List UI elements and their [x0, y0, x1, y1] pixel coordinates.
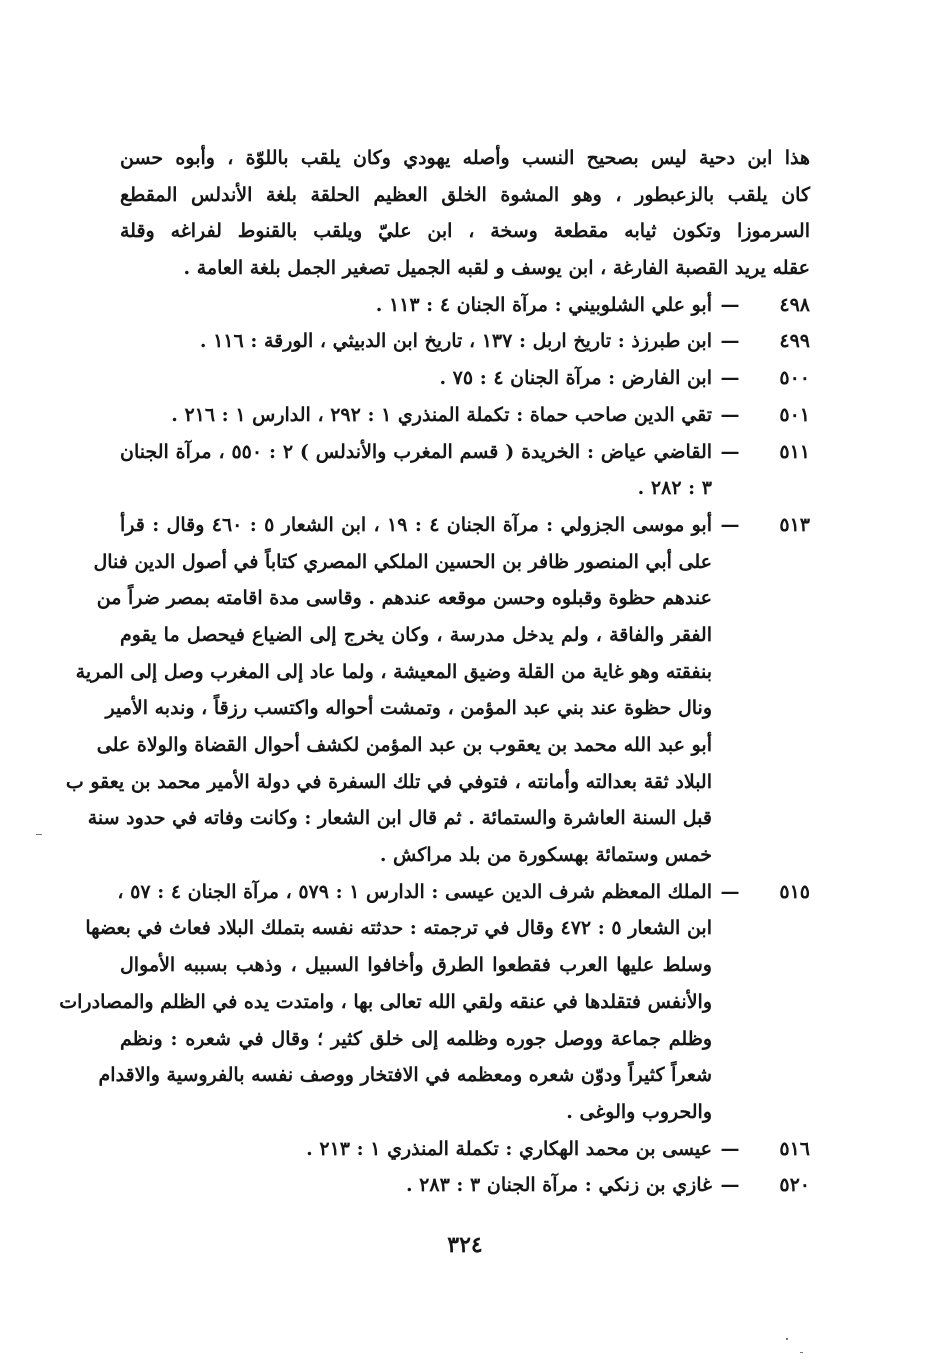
entry-text: عندهم حظوة وقبلوه وحسن موقعه عندهم . وقاسى مدة اقامته بمصر ضراً من — [96, 587, 712, 610]
entry-text: ونال حظوة عند بني عبد المؤمن ، وتمشت أحواله واكتسب رزقاً ، وندبه الأمير — [105, 697, 712, 720]
entry-text: أبو علي الشلوبيني : مرآة الجنان ٤ : ١١٣ . — [375, 293, 712, 316]
entry-text: ابن طبرزذ : تاريخ اربل : ١٣٧ ، تاريخ ابن الدبيثي ، الورقة : ١١٦ . — [199, 330, 712, 353]
entry-text: خمس وستمائة بهسكورة من بلد مراكش . — [379, 844, 712, 867]
entry-number: ٥١٦ — [779, 1137, 810, 1160]
entry-516 — [120, 1131, 810, 1168]
entry-dash: — — [720, 513, 740, 536]
entry-number: ٥٢٠ — [779, 1174, 810, 1197]
scan-speck — [800, 1352, 803, 1353]
entry-dash: — — [720, 403, 740, 426]
entry-text: الملك المعظم شرف الدين عيسى : الدارس ١ : ٥٧٩ ، مرآة الجنان ٤ : ٥٧ ، — [117, 880, 712, 903]
entry-dash: — — [720, 880, 740, 903]
entry-number: ٥١٥ — [779, 880, 810, 903]
entry-text: البلاد ثقة بعدالته وأمانته ، فتوفي في تلك السفرة في دولة الأمير محمد بن يعقو ب — [65, 770, 712, 793]
entry-text: والحروب والوغى . — [566, 1100, 712, 1123]
entry-text: شعراً كثيراً ودوّن شعره ومعظمه في الافتخار ووصف نفسه بالفروسية والاقدام — [98, 1064, 712, 1087]
entry-text: وظلم جماعة ووصل جوره وظلمه إلى خلق كثير ؛ وقال في شعره : ونظم — [120, 1027, 712, 1050]
entry-520 — [120, 1167, 810, 1204]
entry-text: عيسى بن محمد الهكاري : تكملة المنذري ١ : ٢١٣ . — [306, 1137, 712, 1160]
page-number: ٣٢٤ — [447, 1232, 483, 1258]
entry-text: أبو عبد الله محمد بن يعقوب بن عبد المؤمن لكشف أحوال القضاة والولاة على — [96, 734, 712, 756]
entry-number: ٥١١ — [779, 440, 810, 463]
entry-text: القاضي عياض : الخريدة ( قسم المغرب والأندلس ) ٢ : ٥٥٠ ، مرآة الجنان — [120, 440, 713, 463]
entry-501 — [120, 397, 810, 434]
entry-text: وسلط عليها العرب فقطعوا الطرق وأخافوا السبيل ، وذهب بسببه الأموال — [120, 954, 712, 977]
entry-dash: — — [720, 330, 740, 353]
entry-number: ٤٩٨ — [779, 293, 810, 316]
entry-499 — [120, 323, 810, 360]
text-line: هذا ابن دحية ليس بصحيح النسب وأصله يهودي وكان يلقب باللوّة ، وأبوه حسن — [120, 147, 810, 169]
entry-text: أبو موسى الجزولي : مرآة الجنان ٤ : ١٩ ، ابن الشعار ٥ : ٤٦٠ وقال : قرأ — [120, 513, 712, 536]
entry-number: ٥٠١ — [779, 403, 810, 426]
entry-text: والأنفس فتقلدها في عنقه ولقي الله تعالى بها ، وامتدت يده في الظلم والمصادرات — [59, 990, 712, 1013]
entry-515 — [59, 874, 810, 1131]
entry-dash: — — [720, 293, 740, 316]
entry-dash: — — [720, 440, 740, 463]
entry-text: الفقر والفاقة ، ولم يدخل مدرسة ، وكان يخرج إلى الضياع فيحصل ما يقوم — [120, 623, 712, 646]
entry-dash: — — [720, 1137, 740, 1160]
scan-speck — [786, 1338, 788, 1340]
entry-text: بنفقته وهو غاية من القلة وضيق المعيشة ، ولما عاد إلى المغرب وصل إلى المرية — [75, 660, 712, 683]
entry-511 — [120, 434, 810, 507]
page-text — [59, 140, 810, 1204]
entry-number: ٥٠٠ — [779, 367, 810, 390]
entry-500 — [120, 360, 810, 397]
entry-number: ٤٩٩ — [779, 330, 810, 353]
text-line: السرموزا وتكون ثيابه مقطعة وسخة ، ابن عليّ ويلقب بالقنوط لفراغه وقلة — [120, 220, 810, 243]
entry-text: قبل السنة العاشرة والستمائة . ثم قال ابن الشعار : وكانت وفاته في حدود سنة — [87, 807, 712, 830]
entry-text: ابن الفارض : مرآة الجنان ٤ : ٧٥ . — [439, 367, 712, 390]
scan-speck — [36, 834, 42, 835]
entry-513 — [65, 507, 810, 874]
entry-text: غازي بن زنكي : مرآة الجنان ٣ : ٢٨٣ . — [405, 1174, 712, 1197]
text-line: عقله يريد القصبة الفارغة ، ابن يوسف و لقبه الجميل تصغير الجمل بلغة العامة . — [183, 257, 810, 280]
entry-498 — [120, 287, 810, 324]
entry-number: ٥١٣ — [779, 513, 810, 536]
entry-text: ٣ : ٢٨٢ . — [637, 477, 712, 500]
entry-text: تقي الدين صاحب حماة : تكملة المنذري ١ : ٢٩٢ ، الدارس ١ : ٢١٦ . — [171, 403, 712, 426]
text-line: كان يلقب بالزعبطور ، وهو المشوة الخلق العظيم الحلقة بلغة الأندلس المقطع — [120, 183, 810, 206]
entry-dash: — — [720, 1174, 740, 1197]
entry-text: ابن الشعار ٥ : ٤٧٢ وقال في ترجمته : حدثته نفسه بتملك البلاد فعاث في بعضها — [85, 917, 712, 940]
intro-paragraph — [120, 140, 810, 287]
entry-text: على أبي المنصور ظافر بن الحسين الملكي المصري كتاباً في أصول الدين فنال — [93, 550, 712, 573]
entry-dash: — — [720, 367, 740, 390]
